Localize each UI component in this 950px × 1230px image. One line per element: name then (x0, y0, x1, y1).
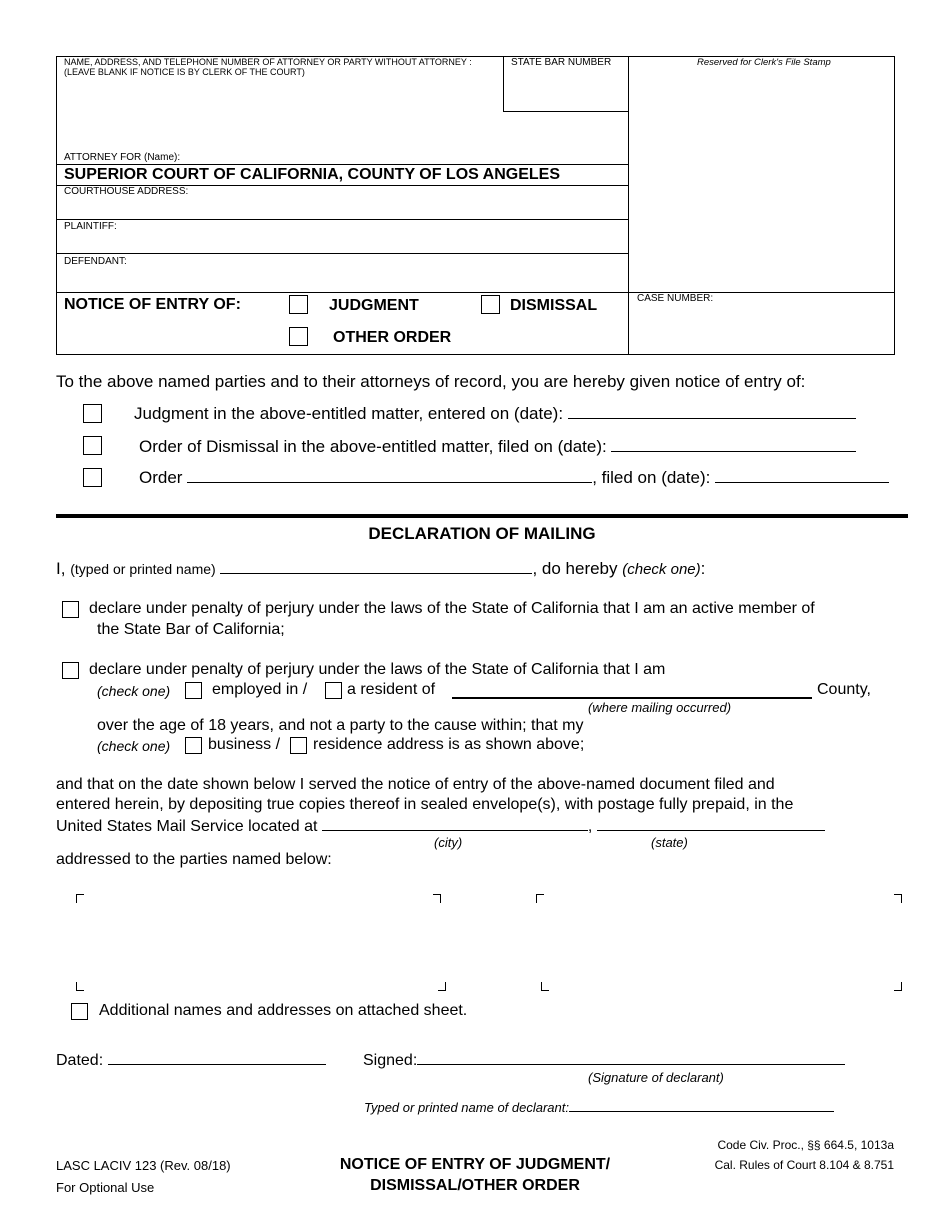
dismissal-date-field[interactable] (611, 437, 856, 452)
state-caption: (state) (651, 835, 688, 850)
resident-of-checkbox[interactable] (325, 682, 342, 699)
order-date-field[interactable] (715, 468, 889, 483)
served-line3-row: United States Mail Service located at , (56, 816, 825, 836)
judgment-label: JUDGMENT (329, 297, 419, 314)
resident-of-label: a resident of (347, 681, 436, 698)
judgment-checkbox[interactable] (289, 295, 308, 314)
declaration-title: DECLARATION OF MAILING (368, 524, 596, 543)
footer-title (300, 1154, 650, 1196)
city-caption: (city) (434, 835, 463, 850)
dated-row (56, 1050, 326, 1070)
order-label: Order (139, 468, 183, 487)
employed-in-checkbox[interactable] (185, 682, 202, 699)
dismissal-label: DISMISSAL (510, 297, 598, 314)
case-number-label: CASE NUMBER: (637, 293, 714, 304)
state-bar-label: STATE BAR NUMBER (511, 57, 612, 68)
signed-label: Signed: (363, 1052, 418, 1069)
residence-checkbox[interactable] (290, 737, 307, 754)
where-mailing-caption: (where mailing occurred) (588, 700, 732, 715)
county-label: County, (817, 681, 871, 698)
order-description-field[interactable] (187, 468, 592, 483)
typed-declarant-label: Typed or printed name of declarant: (364, 1100, 569, 1115)
declarant-name-field[interactable] (220, 559, 532, 574)
employed-resident-checkbox[interactable] (62, 662, 79, 679)
signature-caption: (Signature of declarant) (588, 1070, 724, 1085)
state-field[interactable] (597, 816, 825, 831)
other-order-label: OTHER ORDER (333, 329, 452, 346)
footer-title-line2: DISMISSAL/OTHER ORDER (370, 1177, 580, 1194)
optional-use: For Optional Use (56, 1180, 155, 1195)
judgment-entered-checkbox[interactable] (83, 404, 102, 423)
attorney-info-label: NAME, ADDRESS, AND TELEPHONE NUMBER OF ATTORNEY OR PARTY WITHOUT ATTORNEY : (64, 57, 472, 67)
signed-row (363, 1050, 845, 1070)
residence-label: residence address is as shown above; (313, 736, 585, 753)
typed-name-label: (typed or printed name) (70, 561, 216, 577)
judgment-date-field[interactable] (568, 404, 856, 419)
clerk-stamp-label: Reserved for Clerk's File Stamp (697, 57, 831, 68)
attorney-for-label: ATTORNEY FOR (Name): (64, 152, 181, 163)
dismissal-filed-checkbox[interactable] (83, 436, 102, 455)
served-line1: and that on the date shown below I served the notice of entry of the above-named document filed and (56, 776, 775, 793)
notice-intro: To the above named parties and to their attorneys of record, you are hereby given notice of entry of: (56, 372, 806, 391)
form-number: LASC LACIV 123 (Rev. 08/18) (56, 1158, 231, 1173)
order-filed-checkbox[interactable] (83, 468, 102, 487)
served-line3: United States Mail Service located at (56, 818, 318, 835)
county-field[interactable] (452, 697, 812, 699)
check-one-label-3: (check one) (97, 738, 171, 754)
addressed-label: addressed to the parties named below: (56, 851, 332, 868)
typed-declarant-row (364, 1099, 834, 1115)
defendant-label: DEFENDANT: (64, 256, 127, 267)
order-filed-row (139, 468, 889, 488)
judgment-entered-label: Judgment in the above-entitled matter, entered on (date): (134, 404, 564, 423)
code-reference: Code Civ. Proc., §§ 664.5, 1013a (717, 1138, 894, 1152)
dismissal-checkbox[interactable] (481, 295, 500, 314)
age-line: over the age of 18 years, and not a party to the cause within; that my (97, 717, 584, 734)
dismissal-filed-label: Order of Dismissal in the above-entitled matter, filed on (date): (139, 437, 607, 456)
employed-resident-line1: declare under penalty of perjury under the laws of the State of California that I am (89, 661, 666, 678)
additional-names-checkbox[interactable] (71, 1003, 88, 1020)
business-label: business / (208, 736, 281, 753)
do-hereby-label: , do hereby (532, 559, 618, 578)
bar-member-line1: declare under penalty of perjury under the laws of the State of California that I am an active member of (89, 600, 815, 617)
colon-label: : (700, 559, 706, 578)
additional-names-label: Additional names and addresses on attached sheet. (99, 1002, 468, 1019)
footer-title-line1: NOTICE OF ENTRY OF JUDGMENT/ (339, 1156, 611, 1173)
notice-entry-label: NOTICE OF ENTRY OF: (64, 296, 241, 313)
plaintiff-label: PLAINTIFF: (64, 221, 117, 232)
signature-field[interactable] (417, 1050, 845, 1065)
section-divider (56, 514, 908, 518)
check-one-label-2: (check one) (97, 683, 171, 699)
attorney-info-note: (LEAVE BLANK IF NOTICE IS BY CLERK OF THE COURT) (64, 67, 305, 77)
judgment-entered-row (134, 404, 856, 424)
declarant-name-row (56, 559, 705, 579)
city-field[interactable] (322, 816, 588, 831)
bar-member-line2: the State Bar of California; (97, 621, 285, 638)
bar-member-checkbox[interactable] (62, 601, 79, 618)
courthouse-address-label: COURTHOUSE ADDRESS: (64, 186, 189, 197)
business-checkbox[interactable] (185, 737, 202, 754)
typed-declarant-field[interactable] (569, 1099, 834, 1112)
dismissal-filed-row (139, 437, 856, 457)
dated-label: Dated: (56, 1052, 104, 1069)
served-line2: entered herein, by depositing true copies thereof in sealed envelope(s), with postage fully prepaid, in the (56, 796, 794, 813)
other-order-checkbox[interactable] (289, 327, 308, 346)
dated-field[interactable] (108, 1050, 326, 1065)
i-label: I, (56, 559, 66, 578)
order-filed-label: , filed on (date): (592, 468, 711, 487)
check-one-label: (check one) (622, 561, 701, 578)
court-name: SUPERIOR COURT OF CALIFORNIA, COUNTY OF LOS ANGELES (64, 166, 561, 183)
employed-in-label: employed in / (212, 681, 308, 698)
rules-reference: Cal. Rules of Court 8.104 & 8.751 (714, 1158, 894, 1172)
